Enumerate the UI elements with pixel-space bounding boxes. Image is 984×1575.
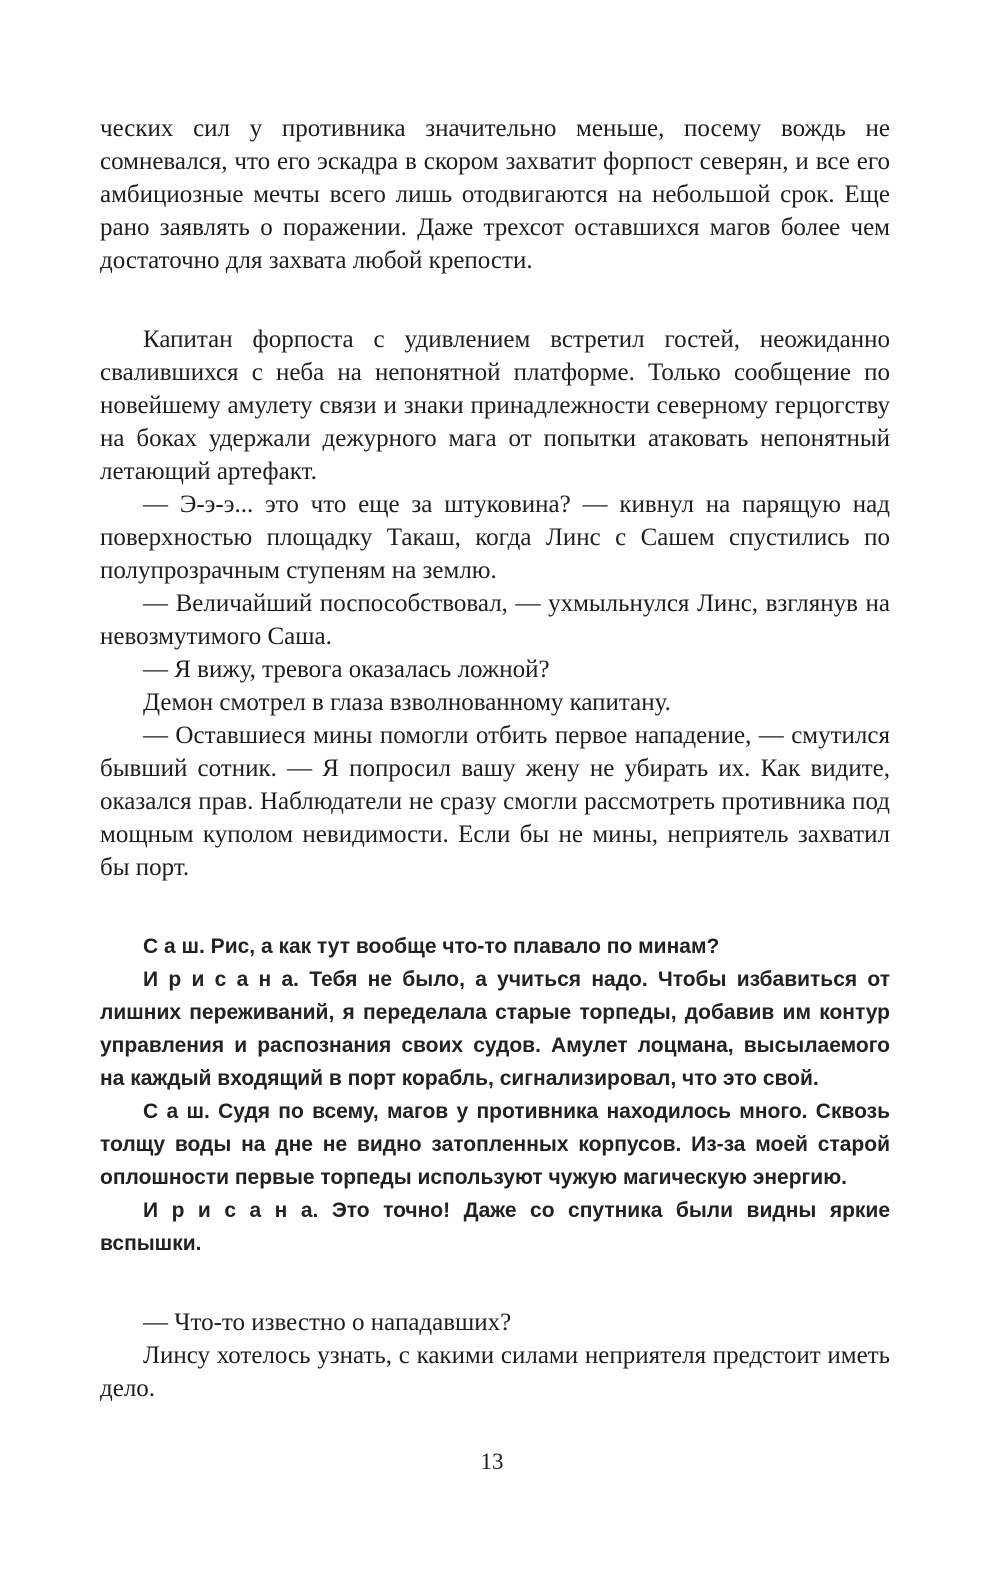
paragraph-dialogue: — Э-э-э... это что еще за штуковина? — кивнул на парящую над поверхностью площадку Такаш, когда Линс с Сашем спустились по полупрозрачным ступеням на землю. [100, 491, 890, 584]
paragraph-telepathy: И р и с а н а. Это точно! Даже со спутника были видны яркие вспышки. [100, 1199, 890, 1255]
paragraph-dialogue: — Я вижу, тревога оказалась ложной? [143, 656, 550, 683]
page-number: 13 [480, 1449, 504, 1474]
paragraph-dialogue: — Оставшиеся мины помогли отбить первое нападение, — смутился бывший сотник. — Я попросил вашу жену не убирать их. Как видите, оказался прав. Наблюдатели не сразу смогли рассмотреть противника под мощным куполом невидимости. Если бы не мины, неприятель захватил бы порт. [100, 722, 890, 881]
paragraph-dialogue: — Что-то известно о нападавших? [143, 1309, 512, 1336]
paragraph-continuation: ческих сил у противника значительно меньше, посему вождь не сомневался, что его эскадра в скором захватит форпост северян, и все его амбициозные мечты всего лишь отодвигаются на небольшой срок. Еще рано заявлять о поражении. Даже трехсот оставшихся магов более чем достаточно для захвата любой крепости. [100, 115, 890, 274]
paragraph-dialogue: — Величайший поспособствовал, — ухмыльнулся Линс, взглянув на невозмутимого Саша. [100, 590, 890, 650]
paragraph-telepathy: И р и с а н а. Тебя не было, а учиться надо. Чтобы избавиться от лишних переживаний, я переделала старые торпеды, добавив им контур управления и распознания своих судов. Амулет лоцмана, высылаемого на каждый входящий в порт корабль, сигнализировал, что это свой. [100, 968, 890, 1090]
paragraph: Линсу хотелось узнать, с какими силами неприятеля предстоит иметь дело. [100, 1342, 890, 1402]
paragraph-telepathy: С а ш. Судя по всему, магов у противника находилось много. Сквозь толщу воды на дне не видно затопленных корпусов. Из-за моей старой оплошности первые торпеды используют чужую магическую энергию. [100, 1100, 890, 1189]
paragraph-telepathy: С а ш. Рис, а как тут вообще что-то плавало по минам? [143, 935, 720, 958]
paragraph: Демон смотрел в глаза взволнованному капитану. [143, 689, 671, 716]
paragraph: Капитан форпоста с удивлением встретил гостей, неожиданно свалившихся с неба на непонятной платформе. Только сообщение по новейшему амулету связи и знаки принадлежности северному герцогству на боках удержали дежурного мага от попытки атаковать непонятный летающий артефакт. [100, 326, 890, 485]
